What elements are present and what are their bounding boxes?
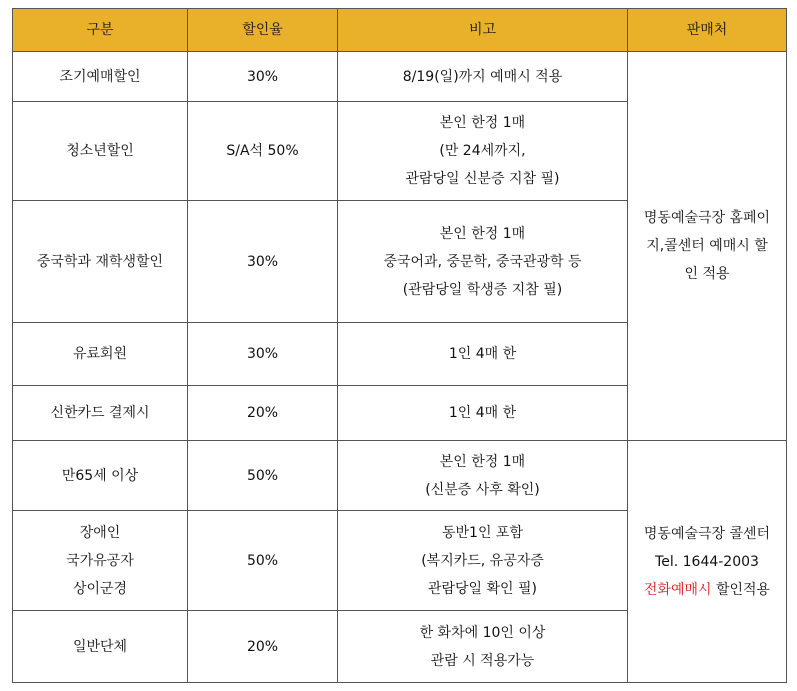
note-cell: 본인 한정 1매 중국어과, 중문학, 중국관광학 등 (관람당일 학생증 지참 필)	[338, 201, 628, 323]
note-cell: 1인 4매 한	[338, 386, 628, 441]
note-cell: 1인 4매 한	[338, 323, 628, 386]
rate-cell: 50%	[188, 441, 338, 511]
phone-booking-highlight: 전화예매시	[643, 581, 712, 598]
header-rate: 할인율	[188, 9, 338, 52]
rate-cell: 30%	[188, 52, 338, 102]
rate-cell: 20%	[188, 611, 338, 683]
rate-cell: 30%	[188, 323, 338, 386]
header-category: 구분	[13, 9, 188, 52]
category-cell: 신한카드 결제시	[13, 386, 188, 441]
discount-table	[12, 8, 787, 683]
category-cell: 중국학과 재학생할인	[13, 201, 188, 323]
category-cell: 장애인 국가유공자 상이군경	[13, 511, 188, 611]
header-note: 비고	[338, 9, 628, 52]
seller-cell-callcenter: 명동예술극장 콜센터 Tel. 1644-2003 전화예매시 할인적용	[628, 441, 787, 683]
rate-cell: 30%	[188, 201, 338, 323]
note-cell: 본인 한정 1매 (만 24세까지, 관람당일 신분증 지참 필)	[338, 102, 628, 201]
note-cell: 동반1인 포함 (복지카드, 유공자증 관람당일 확인 필)	[338, 511, 628, 611]
header-seller: 판매처	[628, 9, 787, 52]
table-row	[13, 52, 787, 102]
category-cell: 만65세 이상	[13, 441, 188, 511]
note-cell: 한 화차에 10인 이상 관람 시 적용가능	[338, 611, 628, 683]
seller-cell-online: 명동예술극장 홈페이 지,콜센터 예매시 할 인 적용	[628, 52, 787, 441]
category-cell: 청소년할인	[13, 102, 188, 201]
header-row	[13, 9, 787, 52]
category-cell: 조기예매할인	[13, 52, 188, 102]
category-cell: 일반단체	[13, 611, 188, 683]
rate-cell: 50%	[188, 511, 338, 611]
note-cell: 본인 한정 1매 (신분증 사후 확인)	[338, 441, 628, 511]
rate-cell: 20%	[188, 386, 338, 441]
rate-cell: S/A석 50%	[188, 102, 338, 201]
table-row	[13, 441, 787, 511]
note-cell: 8/19(일)까지 예매시 적용	[338, 52, 628, 102]
category-cell: 유료회원	[13, 323, 188, 386]
